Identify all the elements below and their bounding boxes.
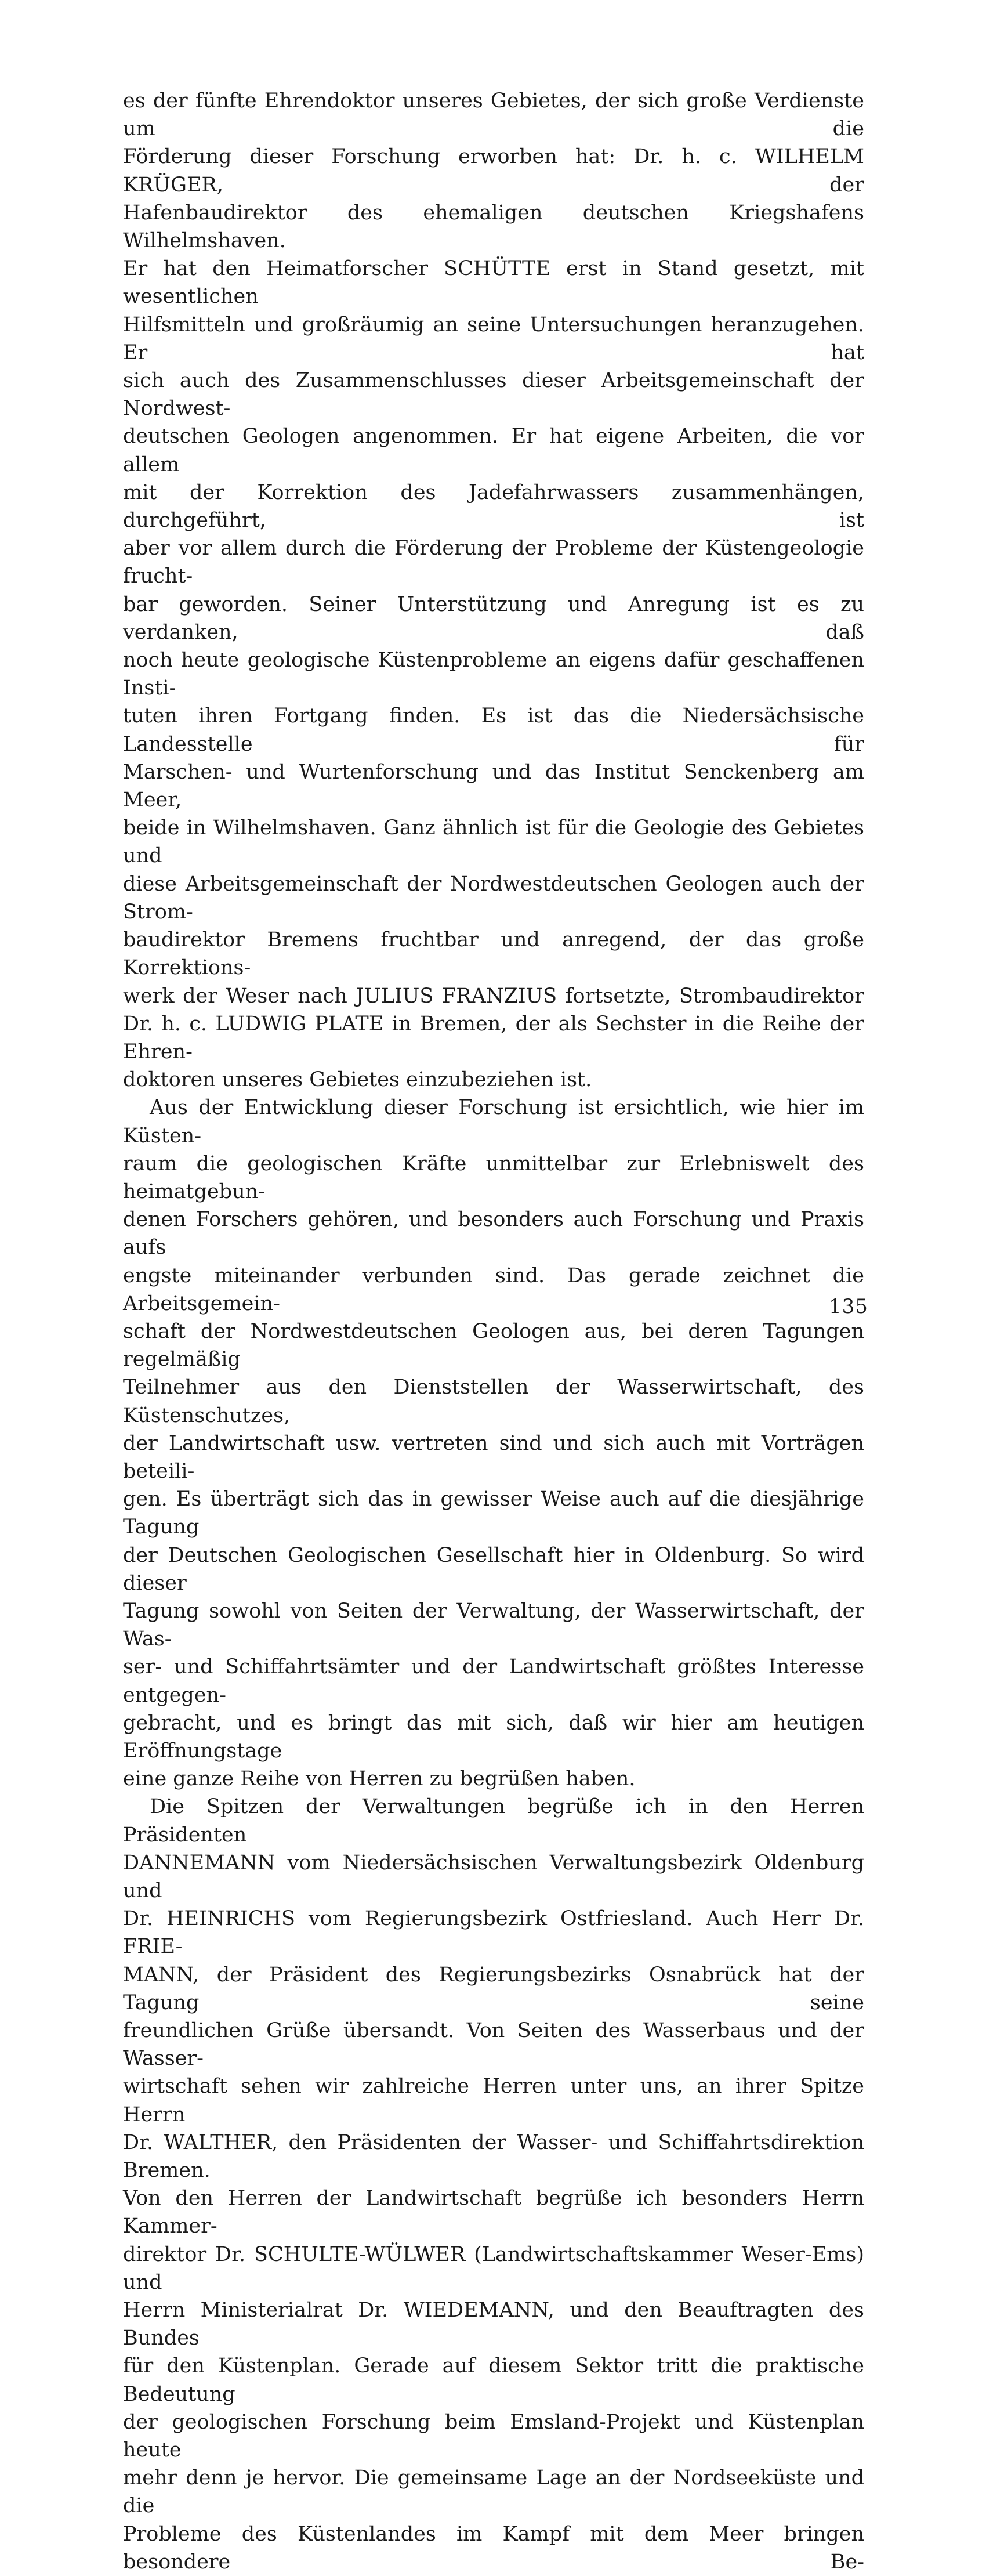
text-line: Hilfsmitteln und großräumig an seine Untersuchungen heranzugehen. Er hat xyxy=(123,313,864,364)
text-line: ser- und Schiffahrtsämter und der Landwirtschaft größtes Interesse entgegen- xyxy=(123,1655,864,1707)
page-number: 135 xyxy=(829,1295,868,1318)
text-line: Dr. WALTHER, den Präsidenten der Wasser- und Schiffahrtsdirektion Bremen. xyxy=(123,2130,864,2183)
text-line: wirtschaft sehen wir zahlreiche Herren unter uns, an ihrer Spitze Herrn xyxy=(123,2075,864,2126)
text-line: gen. Es überträgt sich das in gewisser Weise auch auf die diesjährige Tagung xyxy=(123,1488,864,1539)
text-line: aber vor allem durch die Förderung der Probleme der Küstengeologie frucht- xyxy=(123,537,864,588)
text-line: diese Arbeitsgemeinschaft der Nordwestdeutschen Geologen auch der Strom- xyxy=(123,872,864,924)
text-line: werk der Weser nach JULIUS FRANZIUS fortsetzte, Strombaudirektor xyxy=(123,984,864,1008)
text-line: MANN, der Präsident des Regierungsbezirks Osnabrück hat der Tagung seine xyxy=(123,1963,864,2014)
text-line: Dr. h. c. LUDWIG PLATE in Bremen, der als Sechster in die Reihe der Ehren- xyxy=(123,1012,864,1063)
text-line: doktoren unseres Gebietes einzubeziehen ist. xyxy=(123,1068,592,1092)
paragraph-ehrendoktoren xyxy=(123,87,864,1094)
text-line: für den Küstenplan. Gerade auf diesem Sektor tritt die praktische Bedeutung xyxy=(123,2354,864,2406)
text-line: sich auch des Zusammenschlusses dieser Arbeitsgemeinschaft der Nordwest- xyxy=(123,369,864,421)
paragraph-spitzen-verwaltungen xyxy=(123,1793,864,2576)
text-line: tuten ihren Fortgang finden. Es ist das die Niedersächsische Landesstelle für xyxy=(123,704,864,756)
text-line: raum die geologischen Kräfte unmittelbar zur Erlebniswelt des heimatgebun- xyxy=(123,1152,864,1203)
text-line: freundlichen Grüße übersandt. Von Seiten des Wasserbaus und der Wasser- xyxy=(123,2019,864,2071)
text-line: der Landwirtschaft usw. vertreten sind und sich auch mit Vorträgen beteili- xyxy=(123,1431,864,1483)
text-line: eine ganze Reihe von Herren zu begrüßen haben. xyxy=(123,1767,636,1791)
text-line: Aus der Entwicklung dieser Forschung ist ersichtlich, wie hier im Küsten- xyxy=(123,1096,864,1148)
text-line: deutschen Geologen angenommen. Er hat eigene Arbeiten, die vor allem xyxy=(123,425,864,476)
text-line: schaft der Nordwestdeutschen Geologen aus, bei deren Tagungen regelmäßig xyxy=(123,1319,864,1372)
page-body-text xyxy=(123,87,864,2576)
text-line: mit der Korrektion des Jadefahrwassers zusammenhängen, durchgeführt, ist xyxy=(123,480,864,533)
text-line: Hafenbaudirektor des ehemaligen deutschen Kriegshafens Wilhelmshaven. xyxy=(123,201,864,253)
text-line: Von den Herren der Landwirtschaft begrüße ich besonders Herrn Kammer- xyxy=(123,2187,864,2238)
text-line: Die Spitzen der Verwaltungen begrüße ich in den Herren Präsidenten xyxy=(123,1795,864,1847)
text-line: Probleme des Küstenlandes im Kampf mit dem Meer bringen besondere Be- xyxy=(123,2522,864,2574)
text-line: es der fünfte Ehrendoktor unseres Gebietes, der sich große Verdienste um die xyxy=(123,89,864,141)
text-line: DANNEMANN vom Niedersächsischen Verwaltungsbezirk Oldenburg und xyxy=(123,1851,864,1902)
text-line: bar geworden. Seiner Unterstützung und Anregung ist es zu verdanken, daß xyxy=(123,592,864,644)
text-line: denen Forschers gehören, und besonders auch Forschung und Praxis aufs xyxy=(123,1208,864,1260)
text-line: beide in Wilhelmshaven. Ganz ähnlich ist für die Geologie des Gebietes und xyxy=(123,816,864,868)
text-line: noch heute geologische Küstenprobleme an eigens dafür geschaffenen Insti- xyxy=(123,649,864,700)
text-line: der Deutschen Geologischen Gesellschaft hier in Oldenburg. So wird dieser xyxy=(123,1543,864,1595)
text-line: direktor Dr. SCHULTE-WÜLWER (Landwirtschaftskammer Weser-Ems) und xyxy=(123,2242,864,2294)
text-line: Teilnehmer aus den Dienststellen der Wasserwirtschaft, des Küstenschutzes, xyxy=(123,1376,864,1427)
text-line: baudirektor Bremens fruchtbar und anregend, der das große Korrektions- xyxy=(123,928,864,980)
text-line: Marschen- und Wurtenforschung und das Institut Senckenberg am Meer, xyxy=(123,760,864,812)
text-line: Tagung sowohl von Seiten der Verwaltung, der Wasserwirtschaft, der Was- xyxy=(123,1599,864,1651)
text-line: gebracht, und es bringt das mit sich, daß wir hier am heutigen Eröffnungstage xyxy=(123,1711,864,1763)
text-line: Förderung dieser Forschung erworben hat: Dr. h. c. WILHELM KRÜGER, der xyxy=(123,145,864,197)
text-line: engste miteinander verbunden sind. Das gerade zeichnet die Arbeitsgemein- xyxy=(123,1264,864,1315)
text-line: Dr. HEINRICHS vom Regierungsbezirk Ostfriesland. Auch Herr Dr. FRIE- xyxy=(123,1907,864,1959)
text-line: mehr denn je hervor. Die gemeinsame Lage an der Nordseeküste und die xyxy=(123,2466,864,2518)
text-line: Herrn Ministerialrat Dr. WIEDEMANN, und den Beauftragten des Bundes xyxy=(123,2299,864,2350)
text-line: der geologischen Forschung beim Emsland-Projekt und Küstenplan heute xyxy=(123,2410,864,2462)
paragraph-entwicklung-forschung xyxy=(123,1094,864,1793)
text-line: Er hat den Heimatforscher SCHÜTTE erst in Stand gesetzt, mit wesentlichen xyxy=(123,257,864,309)
